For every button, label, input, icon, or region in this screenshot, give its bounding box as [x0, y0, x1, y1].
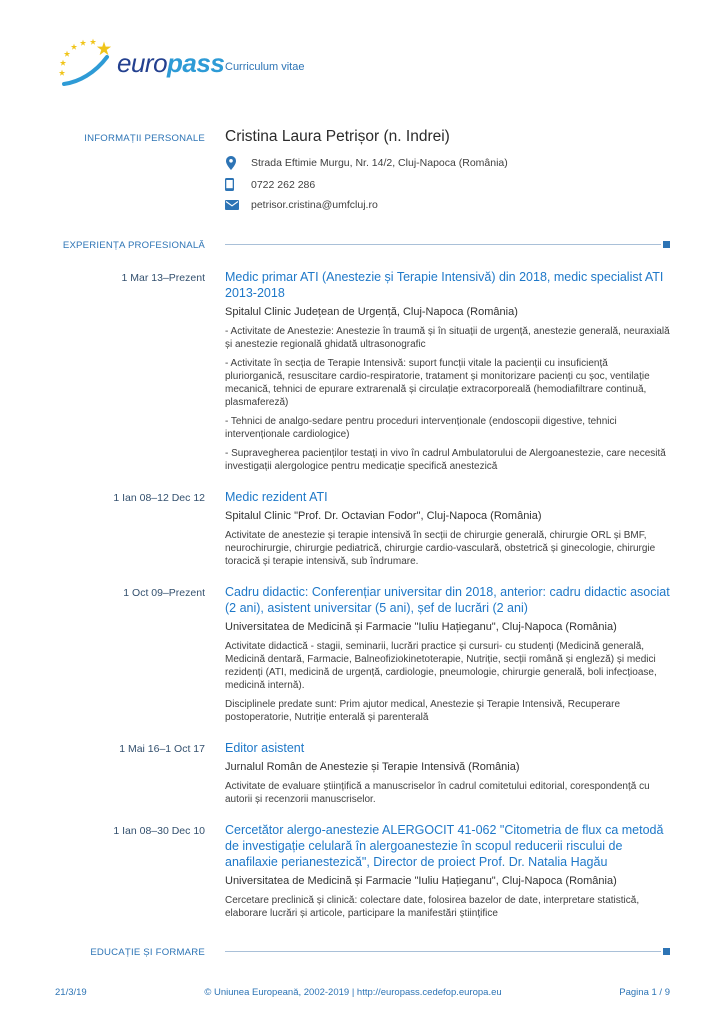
entry-organization: Universitatea de Medicină și Farmacie "Iuliu Hațieganu", Cluj-Napoca (România)	[225, 621, 617, 633]
entry-organization: Spitalul Clinic "Prof. Dr. Octavian Fodor", Cluj-Napoca (România)	[225, 510, 542, 522]
section-rule	[225, 948, 670, 955]
address-text: Strada Eftimie Murgu, Nr. 14/2, Cluj-Napoca (România)	[251, 157, 508, 169]
email-row	[225, 199, 670, 211]
section-rule-square	[663, 241, 670, 248]
entry-date: 1 Mar 13–Prezent	[121, 272, 205, 284]
entry-paragraph: Activitate de evaluare științifică a manuscriselor în cadrul comitetului editorial, corespondență cu autorii și recenzorii manuscriselor.	[225, 781, 650, 805]
mobile-phone-icon	[225, 178, 251, 191]
section-rule-line	[225, 951, 661, 952]
phone-text: 0722 262 286	[251, 178, 316, 191]
entry-organization: Spitalul Clinic Județean de Urgență, Cluj-Napoca (România)	[225, 306, 518, 318]
entry-date: 1 Ian 08–12 Dec 12	[113, 492, 205, 504]
entry-content-column	[225, 269, 670, 473]
entry-content-column	[225, 489, 670, 568]
footer-page-number: Pagina 1 / 9	[619, 987, 670, 998]
experience-section-header	[55, 235, 670, 253]
address-row	[225, 156, 670, 170]
entry-paragraph: Activitate didactică - stagii, seminarii, lucrări practice și cursuri- cu studenți (Medicină generală, Medicină dentară, Farmacie, Balneofiziokinetoterapie, Nutriție, secții română și engleză) și medici rezidenți (ATI, medicină de urgență, cardiologie, pneumologie, chirurgie generală, boli infecțioase, medicină internă).	[225, 641, 657, 691]
entry-body	[225, 780, 670, 806]
experience-entry	[55, 269, 670, 473]
experience-entry	[55, 740, 670, 806]
email-text: petrisor.cristina@umfcluj.ro	[251, 199, 378, 211]
personal-section-label: INFORMAȚII PERSONALE	[84, 133, 205, 144]
entry-paragraph: Activitate de anestezie și terapie intensivă în secții de chirurgie generală, chirurgie ORL și BMF, neurochirurgie, chirurgie pediatrică, chirurgie cardio-vasculară, obstetrică și ginecologie, chirurgie toracică și terapie intensivă, sub îndrumare.	[225, 530, 656, 567]
personal-label-column	[55, 128, 205, 146]
experience-entry	[55, 822, 670, 920]
entry-organization: Jurnalul Român de Anestezie și Terapie Intensivă (România)	[225, 761, 520, 773]
education-section-label: EDUCAȚIE ȘI FORMARE	[90, 947, 205, 958]
document-type-label: Curriculum vitae	[225, 61, 305, 73]
contact-list	[225, 156, 670, 211]
entry-body	[225, 529, 670, 568]
entry-date: 1 Mai 16–1 Oct 17	[119, 743, 205, 755]
page-footer	[55, 987, 670, 998]
entry-title: Editor asistent	[225, 741, 305, 755]
personal-section-header	[55, 128, 670, 146]
entry-body	[225, 325, 670, 473]
entry-body	[225, 640, 670, 724]
logo-euro-text: euro	[117, 47, 168, 78]
entry-date-column	[55, 269, 205, 473]
education-label-column	[55, 942, 205, 960]
entry-paragraph: - Activitate de Anestezie: Anestezie în traumă și în situații de urgență, anestezie generală, neuraxială și anestezie regională ghidată ultrasonografic	[225, 326, 670, 350]
entry-title: Cercetător alergo-anestezie ALERGOCIT 41-062 "Citometria de flux ca metodă de investigație celulară în alergoanestezie în scopul reducerii riscului de anafilaxie perianestezică", Director de proiect Prof. Dr. Natalia Hagău	[225, 823, 664, 869]
entry-date: 1 Oct 09–Prezent	[123, 587, 205, 599]
location-pin-icon	[225, 156, 251, 170]
entry-title: Cadru didactic: Conferențiar universitar din 2018, anterior: cadru didactic asociat (2 ani), asistent universitar (5 ani), șef de lucrări (2 ani)	[225, 585, 670, 615]
europass-stars-icon	[55, 36, 115, 90]
person-name: Cristina Laura Petrișor (n. Indrei)	[225, 128, 450, 145]
phone-row	[225, 178, 670, 191]
experience-section-label: EXPERIENȚA PROFESIONALĂ	[62, 240, 205, 251]
entry-paragraph: - Activitate în secția de Terapie Intensivă: suport funcții vitale la pacienții cu insuficiență pluriorganică, resuscitare cardio-respiratorie, tratament și monitorizare pacienți cu șoc, ventilație mecanică, tehnici de epurare extrarenală și circulație extracorporeală (hemodiafiltrare continuă, plasmafereză)	[225, 358, 650, 408]
entry-date-column	[55, 822, 205, 920]
envelope-icon	[225, 200, 251, 210]
entry-title: Medic rezident ATI	[225, 490, 328, 504]
entry-paragraph: - Tehnici de analgo-sedare pentru proceduri intervenționale (endoscopii digestive, tehnici intervenționale cardiologice)	[225, 416, 617, 440]
entry-body	[225, 894, 670, 920]
footer-copyright: © Uniunea Europeană, 2002-2019 | http://europass.cedefop.europa.eu	[204, 987, 502, 998]
section-rule-line	[225, 244, 661, 245]
entry-content-column	[225, 822, 670, 920]
experience-entries	[55, 269, 670, 920]
entry-paragraph: Cercetare preclinică și clinică: colectare date, folosirea bazelor de date, interpretare statistică, elaborare lucrări și articole, participare la manifestări științifice	[225, 895, 640, 919]
education-section-header	[55, 942, 670, 960]
europass-wordmark	[117, 48, 224, 79]
experience-label-column	[55, 235, 205, 253]
entry-content-column	[225, 584, 670, 724]
experience-entry	[55, 584, 670, 724]
entry-date: 1 Ian 08–30 Dec 10	[113, 825, 205, 837]
experience-entry	[55, 489, 670, 568]
entry-date-column	[55, 740, 205, 806]
entry-title: Medic primar ATI (Anestezie și Terapie Intensivă) din 2018, medic specialist ATI 2013-2018	[225, 270, 664, 300]
section-rule-square	[663, 948, 670, 955]
footer-date: 21/3/19	[55, 987, 87, 998]
section-rule	[225, 241, 670, 248]
entry-paragraph: - Supravegherea pacienților testați in vivo în cadrul Ambulatorului de Alergoanestezie, care necesită investigații alergologice pentru medicație specifică anestezică	[225, 448, 666, 472]
europass-logo	[55, 36, 225, 90]
page-header	[55, 34, 670, 92]
entry-content-column	[225, 740, 670, 806]
entry-organization: Universitatea de Medicină și Farmacie "Iuliu Hațieganu", Cluj-Napoca (România)	[225, 875, 617, 887]
entry-date-column	[55, 584, 205, 724]
logo-pass-text: pass	[167, 47, 225, 78]
entry-paragraph: Disciplinele predate sunt: Prim ajutor medical, Anestezie și Terapie Intensivă, Recuperare postoperatorie, Nutriție enterală și parenterală	[225, 699, 621, 723]
entry-date-column	[55, 489, 205, 568]
